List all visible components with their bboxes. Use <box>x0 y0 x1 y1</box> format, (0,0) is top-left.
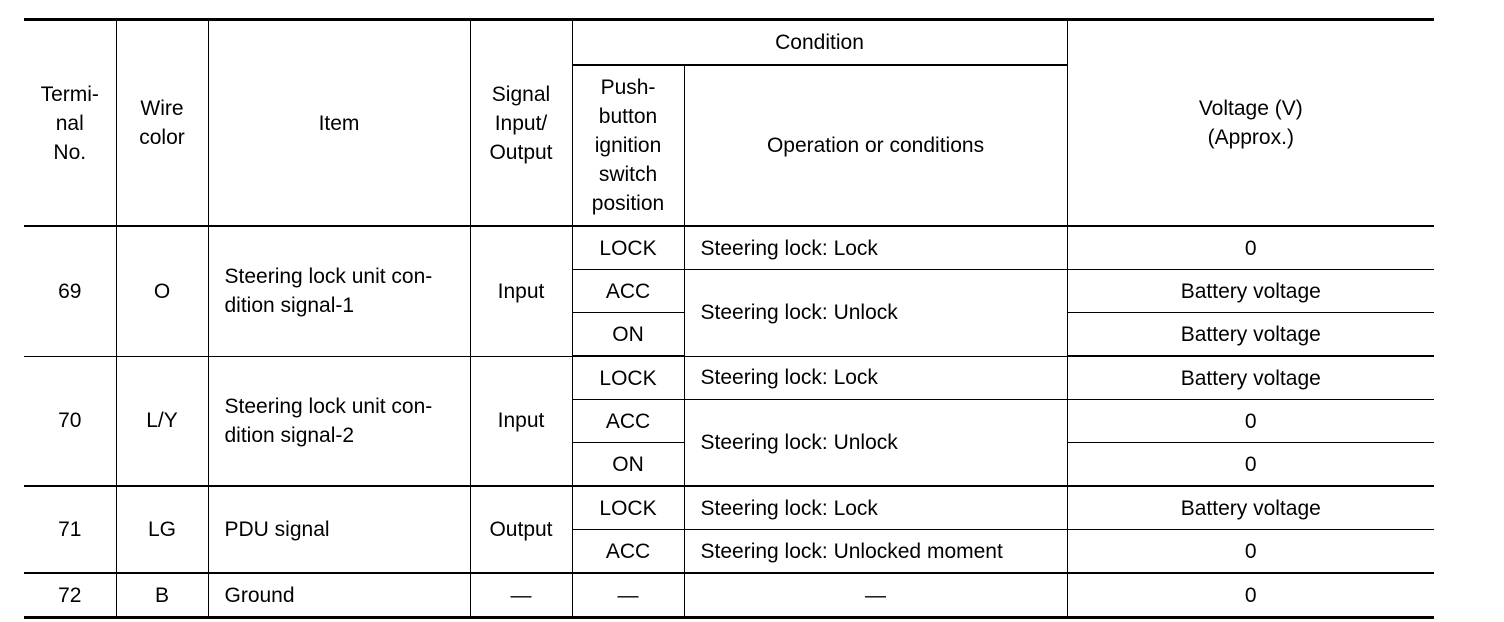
ignition-position-cell: ON <box>572 313 684 357</box>
table-row <box>24 356 1434 400</box>
wire-color-cell: LG <box>116 486 208 573</box>
voltage-cell: 0 <box>1067 400 1434 443</box>
ignition-position-cell: ACC <box>572 530 684 574</box>
voltage-cell: Battery voltage <box>1067 356 1434 400</box>
header-ignition-position: Push- button ignition switch position <box>572 65 684 226</box>
ignition-position-cell: ACC <box>572 400 684 443</box>
operation-cell: Steering lock: Lock <box>684 356 1067 400</box>
header-condition: Condition <box>572 20 1067 66</box>
terminal-spec-table <box>24 18 1434 619</box>
header-voltage: Voltage (V) (Approx.) <box>1067 20 1434 227</box>
operation-cell: Steering lock: Lock <box>684 226 1067 270</box>
ignition-position-cell: LOCK <box>572 356 684 400</box>
wire-color-cell: B <box>116 573 208 618</box>
terminal-no-cell: 69 <box>24 226 116 356</box>
item-cell: PDU signal <box>208 486 470 573</box>
voltage-cell: 0 <box>1067 573 1434 618</box>
operation-cell: — <box>684 573 1067 618</box>
signal-io-cell: Input <box>470 226 572 356</box>
signal-io-cell: — <box>470 573 572 618</box>
header-row-1 <box>24 20 1434 66</box>
voltage-cell: 0 <box>1067 226 1434 270</box>
terminal-no-cell: 72 <box>24 573 116 618</box>
wire-color-cell: O <box>116 226 208 356</box>
ignition-position-cell: ACC <box>572 270 684 313</box>
operation-cell: Steering lock: Unlocked moment <box>684 530 1067 574</box>
header-item: Item <box>208 20 470 227</box>
ignition-position-cell: LOCK <box>572 486 684 530</box>
header-operation: Operation or conditions <box>684 65 1067 226</box>
ignition-position-cell: LOCK <box>572 226 684 270</box>
item-cell: Steering lock unit con- dition signal-2 <box>208 356 470 486</box>
item-cell: Ground <box>208 573 470 618</box>
operation-cell: Steering lock: Unlock <box>684 270 1067 357</box>
table-row <box>24 486 1434 530</box>
header-signal-io: Signal Input/ Output <box>470 20 572 227</box>
voltage-cell: 0 <box>1067 443 1434 487</box>
terminal-no-cell: 71 <box>24 486 116 573</box>
wire-color-cell: L/Y <box>116 356 208 486</box>
item-cell: Steering lock unit con- dition signal-1 <box>208 226 470 356</box>
voltage-cell: Battery voltage <box>1067 313 1434 357</box>
signal-io-cell: Input <box>470 356 572 486</box>
signal-io-cell: Output <box>470 486 572 573</box>
header-terminal-no: Termi- nal No. <box>24 20 116 227</box>
table-row <box>24 226 1434 270</box>
ignition-position-cell: — <box>572 573 684 618</box>
voltage-cell: 0 <box>1067 530 1434 574</box>
header-wire-color: Wire color <box>116 20 208 227</box>
voltage-cell: Battery voltage <box>1067 270 1434 313</box>
ignition-position-cell: ON <box>572 443 684 487</box>
operation-cell: Steering lock: Lock <box>684 486 1067 530</box>
voltage-cell: Battery voltage <box>1067 486 1434 530</box>
operation-cell: Steering lock: Unlock <box>684 400 1067 487</box>
table-row <box>24 573 1434 618</box>
terminal-no-cell: 70 <box>24 356 116 486</box>
